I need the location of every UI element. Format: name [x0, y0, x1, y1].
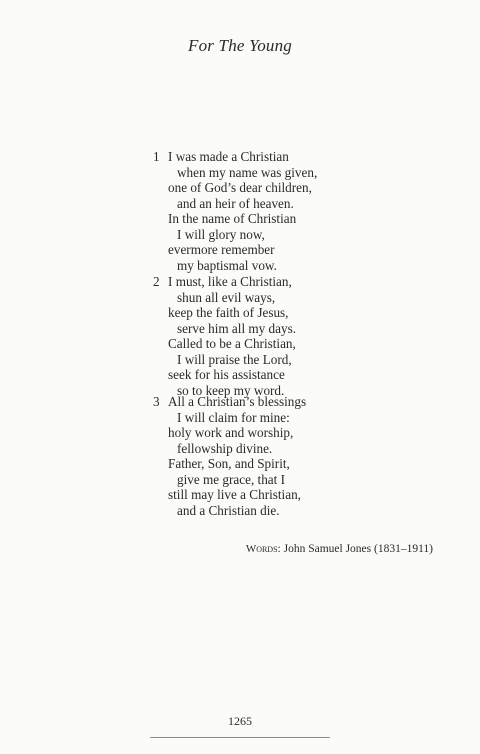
- verse-line: I will glory now,: [177, 226, 265, 242]
- verse-line: shun all evil ways,: [177, 289, 276, 305]
- verse-line: fellowship divine.: [177, 440, 273, 456]
- verse-number: 3: [153, 394, 160, 409]
- verse-line: All a Christian’s blessings: [168, 394, 307, 409]
- credit-label: Words: [245, 543, 278, 555]
- verse-line: one of God’s dear children,: [168, 180, 312, 195]
- verse-line: so to keep my word.: [177, 382, 285, 398]
- verse-line: I will praise the Lord,: [177, 351, 292, 367]
- verse-line: my baptismal vow.: [177, 257, 277, 273]
- verse-line: seek for his assistance: [168, 367, 285, 382]
- verse-line: evermore remember: [168, 242, 275, 257]
- verse-line: give me grace, that I: [177, 471, 286, 487]
- verse-line: serve him all my days.: [177, 320, 297, 336]
- verse-number: 2: [153, 274, 160, 289]
- verse-2: [153, 274, 353, 398]
- verse-line: I will claim for mine:: [177, 409, 290, 425]
- verse-line: holy work and worship,: [168, 425, 294, 440]
- verse-line: still may live a Christian,: [168, 487, 301, 502]
- verse-line: Father, Son, and Spirit,: [168, 456, 290, 471]
- verse-line: and an heir of heaven.: [177, 195, 294, 211]
- verse-number: 1: [153, 149, 160, 164]
- verse-line: when my name was given,: [177, 164, 318, 180]
- credit-text: : John Samuel Jones (1831–1911): [277, 543, 433, 555]
- verse-line: I was made a Christian: [168, 149, 289, 164]
- verse-3: [153, 394, 353, 518]
- verse-1: [153, 149, 353, 273]
- page-number: 1265: [228, 714, 252, 728]
- verse-line: I must, like a Christian,: [168, 274, 292, 289]
- page-title: For The Young: [188, 36, 292, 55]
- verse-line: Called to be a Christian,: [168, 336, 296, 351]
- words-credit: [0, 543, 433, 555]
- verse-line: keep the faith of Jesus,: [168, 305, 289, 320]
- verse-line: In the name of Christian: [168, 211, 297, 226]
- verse-line: and a Christian die.: [177, 502, 280, 518]
- bottom-rule: [150, 737, 330, 738]
